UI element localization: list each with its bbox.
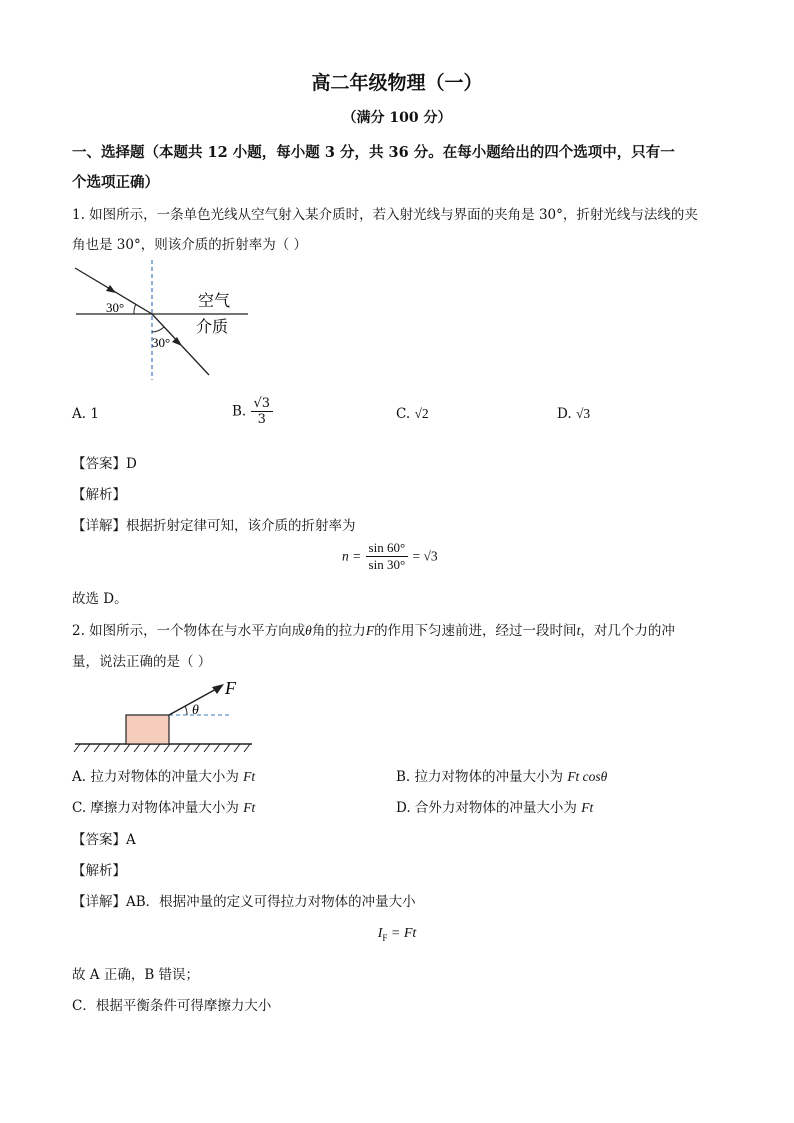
q2-stem-part: 2. 如图所示，一个物体在与水平方向成 <box>72 623 306 639</box>
angle-label-bottom: 30° <box>152 335 171 350</box>
page-title: 高二年级物理（一） <box>311 72 483 94</box>
q2-formula <box>0 925 794 943</box>
angle-label-top: 30° <box>106 300 125 315</box>
option-value: √2 <box>414 406 429 421</box>
q1-option-c[interactable] <box>396 406 429 422</box>
option-text: B. 拉力对物体的冲量大小为 <box>396 769 564 785</box>
time-symbol: t <box>576 623 581 638</box>
q1-detail: 【详解】根据折射定律可知，该介质的折射率为 <box>72 518 356 534</box>
formula-impulse: I <box>377 926 383 941</box>
q1-option-b[interactable] <box>232 396 273 427</box>
option-math: Ft <box>243 769 256 784</box>
q1-stem-line2: 角也是 30°，则该介质的折射率为（ ） <box>72 237 308 253</box>
option-label: C. <box>396 406 411 422</box>
q2-stem-part: ，对几个力的冲 <box>580 623 675 639</box>
q1-analysis-heading: 【解析】 <box>72 487 126 503</box>
q2-stem-part: 角的拉力 <box>311 623 366 639</box>
option-value: √3 <box>575 406 591 421</box>
formula-numerator: sin 60° <box>366 540 409 557</box>
fraction-denominator: 3 <box>257 412 266 427</box>
air-label: 空气 <box>198 293 231 310</box>
force-arrow-head-icon <box>212 684 224 694</box>
q2-stem-line2: 量，说法正确的是（ ） <box>72 654 212 670</box>
fraction-numerator: √3 <box>251 396 274 412</box>
option-math: Ft cosθ <box>567 769 608 784</box>
option-math: Ft <box>581 800 594 815</box>
q2-option-d[interactable] <box>396 796 593 816</box>
q2-conclusion: 故 A 正确，B 错误； <box>72 967 200 983</box>
ground-hatch <box>74 744 250 752</box>
page-subtitle: （满分 100 分） <box>342 110 452 126</box>
option-fraction <box>251 396 274 427</box>
q1-formula <box>342 540 438 573</box>
angle-arc-top <box>134 304 136 314</box>
formula-fraction <box>366 540 409 573</box>
formula-subscript: F <box>382 932 388 943</box>
q1-option-d[interactable] <box>557 406 590 422</box>
q2-detail: 【详解】AB．根据冲量的定义可得拉力对物体的冲量大小 <box>72 894 416 910</box>
q2-analysis-heading: 【解析】 <box>72 863 126 879</box>
option-label: B. <box>232 403 247 420</box>
angle-arc-bottom <box>152 327 164 332</box>
section-heading-line2: 个选项正确） <box>72 174 159 191</box>
force-label: F <box>225 678 236 698</box>
incident-arrow-icon <box>106 285 116 293</box>
q2-answer: 【答案】A <box>72 832 136 848</box>
refracted-arrow-icon <box>172 337 182 346</box>
q2-stem-part: 的作用下匀速前进，经过一段时间 <box>374 623 577 639</box>
q1-option-a[interactable] <box>72 406 99 422</box>
option-text: A. 拉力对物体的冲量大小为 <box>72 769 239 785</box>
q1-refraction-figure <box>70 258 260 383</box>
q2-option-a[interactable] <box>72 765 255 785</box>
block <box>126 715 169 744</box>
q2-next-step: C．根据平衡条件可得摩擦力大小 <box>72 998 272 1014</box>
force-symbol: F <box>365 623 375 638</box>
section-heading-line1: 一、选择题（本题共 12 小题，每小题 3 分，共 36 分。在每小题给出的四个选项中，只有一 <box>72 144 675 161</box>
angle-label: θ <box>192 703 199 718</box>
q1-conclusion: 故选 D。 <box>72 591 128 607</box>
q2-stem-line1 <box>72 619 675 639</box>
formula-denominator: sin 30° <box>368 557 406 572</box>
formula-rest: = Ft <box>387 926 417 941</box>
angle-arc <box>185 706 187 715</box>
formula-rhs: = √3 <box>412 548 438 564</box>
formula-lhs: n = <box>342 548 362 564</box>
option-value: 1 <box>90 406 99 422</box>
q2-option-b[interactable] <box>396 765 607 785</box>
theta-symbol: θ <box>305 623 312 638</box>
q1-stem-line1: 1. 如图所示，一条单色光线从空气射入某介质时，若入射光线与界面的夹角是 30°，折射光线与法线的夹 <box>72 207 698 223</box>
option-math: Ft <box>243 800 256 815</box>
option-label: A. <box>72 406 87 422</box>
option-text: D. 合外力对物体的冲量大小为 <box>396 800 577 816</box>
option-text: C. 摩擦力对物体冲量大小为 <box>72 800 239 816</box>
option-label: D. <box>557 406 572 422</box>
q2-block-figure <box>70 674 260 758</box>
q2-option-c[interactable] <box>72 796 255 816</box>
medium-label: 介质 <box>196 319 229 336</box>
q1-answer: 【答案】D <box>72 456 137 472</box>
